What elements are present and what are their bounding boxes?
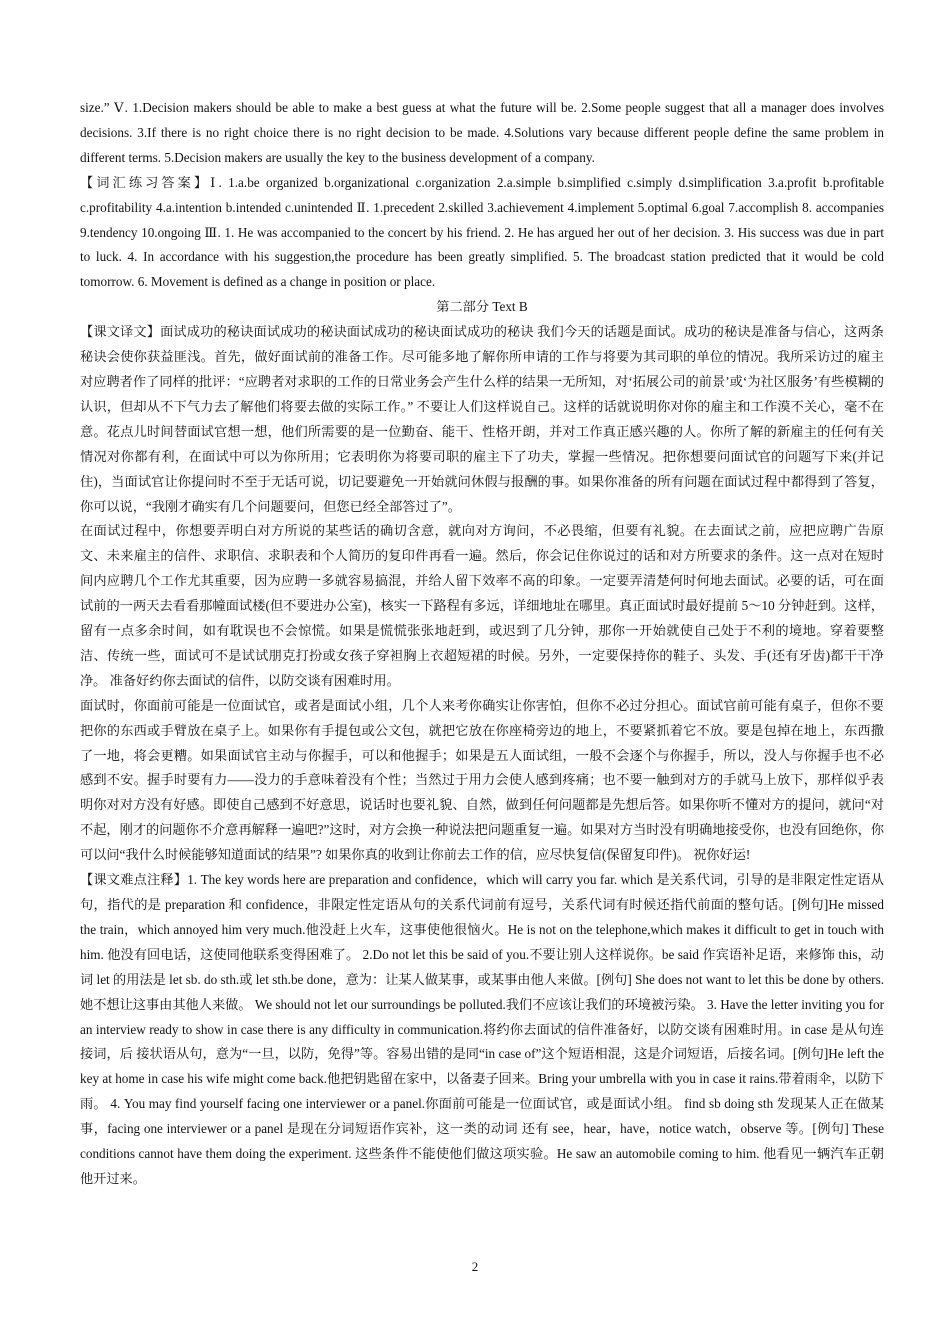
difficult-points-notes: 【课文难点注释】1. The key words here are preparation and confidence，which will carry you far. which 是关系代词，引导的是非限定性定语从句，指代的是 preparation 和 confidence，非限定性定语从句的关系代词前有逗号，关系代词有时候还指代前面的整句话。[例句]He missed the train，which annoyed him very much.他没赶上火车，这事使他很恼火。He is not on the telephone,which makes it difficult to get in touch with him. 他没有回电话，这使同他联系变得困难了。 2.Do not let this be said of you.不要让别人这样说你。be said 作宾语补足语，来修饰 this，动词 let 的用法是 let sb. do sth.或 let sth.be done，意为：让某人做某事，或某事由他人来做。[例句] She does not want to let this be done by others.她不想让这事由其他人来做。 We should not let our surroundings be polluted.我们不应该让我们的环境被污染。 3. Have the letter inviting you for an interview ready to show in case there is any difficulty in communication.将约你去面试的信件准备好，以防交谈有困难时用。in case 是从句连接词，后 接状语从句，意为“一旦，以防，免得”等。容易出错的是同“in case of”这个短语相混，这是介词短语，后接名词。[例句]He left the key at home in case his wife might come back.他把钥匙留在家中，以备妻子回来。Bring your umbrella with you in case it rains.带着雨伞，以防下雨。 4. You may find yourself facing one interviewer or a panel.你面前可能是一位面试官，或是面试小组。 find sb doing sth 发现某人正在做某事，facing one interviewer or a panel 是现在分词短语作宾补，这一类的动词 还有 see，hear，have，notice watch，observe 等。[例句] These conditions cannot have them doing the experiment. 这些条件不能使他们做这项实验。He saw an automobile coming to him. 他看见一辆汽车正朝他开过来。 [80, 872, 884, 1186]
document-page [80, 96, 884, 1192]
translation-paragraph-1: 【课文译文】面试成功的秘诀面试成功的秘诀面试成功的秘诀面试成功的秘诀 我们今天的话题是面试。成功的秘诀是准备与信心，这两条秘诀会使你获益匪浅。首先，做好面试前的准备工作。尽可能多地了解你所申请的工作与将要为其司职的单位的情况。我所采访过的雇主对应聘者作了同样的批评：“应聘者对求职的工作的日常业务会产生什么样的结果一无所知，对‘拓展公司的前景’或‘为社区服务’有些模糊的认识，但却从不下气力去了解他们将要去做的实际工作。” 不要让人们这样说自己。这样的话就说明你对你的雇主和工作漠不关心，毫不在意。花点儿时间替面试官想一想，他们所需要的是一位勤奋、能干、性格开朗，并对工作真正感兴趣的人。你所了解的新雇主的任何有关情况对你都有利，在面试中可以为你所用；它表明你为将要司职的雇主下了功夫，掌握一些情况。把你想要问面试官的问题写下来(并记住)，当面试官让你提问时不至于无话可说，切记要避免一开始就问休假与报酬的事。如果你准备的所有问题在面试过程中都得到了答复，你可以说，“我刚才确实有几个问题要问，但您已经全部答过了”。 [80, 324, 884, 514]
exercise-answers-v: size.” Ⅴ. 1.Decision makers should be able to make a best guess at what the future will be. 2.Some people suggest that all a manager does involves decisions. 3.If there is no right choice there is no right decision to be made. 4.Solutions vary because different people define the same problem in different terms. 5.Decision makers are usually the key to the business development of a company. [80, 100, 884, 165]
section-heading: 第二部分 Text B [436, 299, 528, 315]
vocabulary-answers: 【词汇练习答案】Ⅰ. 1.a.be organized b.organizational c.organization 2.a.simple b.simplified c.simply d.simplification 3.a.profit b.profitable c.profitability 4.a.intention b.intended c.unintended Ⅱ. 1.precedent 2.skilled 3.achievement 4.implement 5.optimal 6.goal 7.accomplish 8. accompanies 9.tendency 10.ongoing Ⅲ. 1. He was accompanied to the concert by his friend. 2. He has argued her out of her decision. 3. His success was due in part to luck. 4. In accordance with his suggestion,the procedure has been greatly simplified. 5. The broadcast station predicted that it would be cold tomorrow. 6. Movement is defined as a change in position or place. [80, 174, 884, 290]
translation-paragraph-3: 面试时，你面前可能是一位面试官，或者是面试小组，几个人来考你确实让你害怕，但你不必过分担心。面试官前可能有桌子，但你不要把你的东西或手臂放在桌子上。如果你有手提包或公文包，就把它放在你座椅旁边的地上，不要紧抓着它不放。要是包掉在地上，东西撒了一地，将会更糟。如果面试官主动与你握手，可以和他握手；如果是五人面试组，一般不会逐个与你握手，所以，没人与你握手也不必感到不安。握手时要有力——没力的手意味着没有个性；当然过于用力会使人感到疼痛；也不要一触到对方的手就马上放下，那样似乎表明你对对方没有好感。即使自己感到不好意思，说话时也要礼貌、自然，做到任何问题都是先想后答。如果你听不懂对方的提问，就问“对不起，刚才的问题你不介意再解释一遍吧?”这时，对方会换一种说法把问题重复一遍。如果对方当时没有明确地接受你，也没有回绝你，你可以问“我什么时候能够知道面试的结果”? 如果你真的收到让你前去工作的信，应尽快复信(保留复印件)。 祝你好运! [80, 697, 884, 863]
translation-paragraph-2: 在面试过程中，你想要弄明白对方所说的某些话的确切含意，就向对方询问，不必畏缩，但要有礼貌。在去面试之前，应把应聘广告原文、未来雇主的信件、求职信、求职表和个人简历的复印件再看一遍。然后，你会记住你说过的话和对方所要求的条件。这一点对在短时间内应聘几个工作尤其重要，因为应聘一多就容易搞混，并给人留下效率不高的印象。一定要弄清楚何时何地去面试。必要的话，可在面试前的一两天去看看那幢面试楼(但不要进办公室)，核实一下路程有多远，详细地址在哪里。真正面试时最好提前 5～10 分钟赶到。这样，留有一点多余时间，如有耽误也不会惊慌。如果是慌慌张张地赶到，或迟到了几分钟，那你一开始就使自己处于不利的境地。穿着要整洁、传统一些，面试可不是试试朋克打扮或女孩子穿袒胸上衣超短裙的时候。另外，一定要保持你的鞋子、头发、手(还有牙齿)都干干净净。 准备好约你去面试的信件，以防交谈有困难时用。 [80, 523, 884, 688]
page-number: 2 [471, 1259, 479, 1274]
